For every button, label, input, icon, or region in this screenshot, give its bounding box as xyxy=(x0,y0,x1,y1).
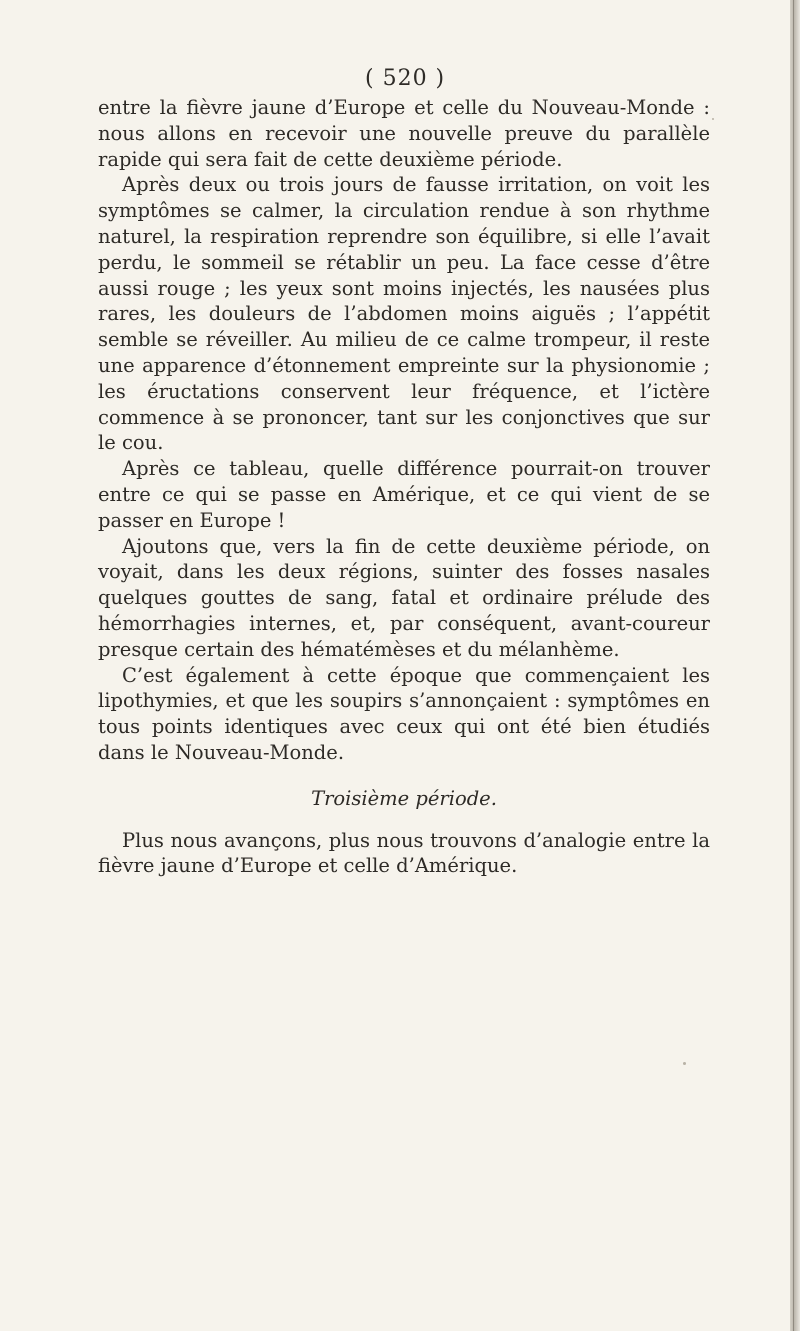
paragraph-continuation: entre la fièvre jaune d’Europe et celle du Nouveau-Monde : nous allons en recevoir une nouvelle preuve du parallèle rapide qui sera fait de cette deuxième période. xyxy=(98,96,710,171)
paragraph-comparison: Après ce tableau, quelle différence pourrait-on trouver entre ce qui se passe en Amérique, et ce qui vient de se passer en Europe ! xyxy=(98,457,710,532)
paragraph-symptoms: Après deux ou trois jours de fausse irritation, on voit les symptômes se calmer, la circulation rendue à son rhythme naturel, la respiration reprendre son équilibre, si elle l’avait perdu, le sommeil se rétablir un peu. La face cesse d’être aussi rouge ; les yeux sont moins injectés, les nausées plus rares, les douleurs de l’abdomen moins aiguës ; l’appétit semble se réveiller. Au milieu de ce calme trompeur, il reste une apparence d’étonnement empreinte sur la physionomie ; les éructations conservent leur fréquence, et l’ictère commence à se prononcer, tant sur les conjonctives que sur le cou. xyxy=(98,173,710,455)
paragraph-hemorrhage: Ajoutons que, vers la fin de cette deuxième période, on voyait, dans les deux régions, suinter des fosses nasales quelques gouttes de sang, fatal et ordinaire prélude des hémorrhagies internes, et, par conséquent, avant-coureur presque certain des hématémèses et du mélanhème. xyxy=(98,534,710,661)
page-edge xyxy=(790,0,800,1331)
paper-speck xyxy=(712,118,714,120)
body-text xyxy=(98,95,710,879)
paragraph-third-period: Plus nous avançons, plus nous trouvons d’analogie entre la fièvre jaune d’Europe et celle d’Amérique. xyxy=(98,828,710,878)
section-heading: Troisième période. xyxy=(311,786,497,810)
page-number: ( 520 ) xyxy=(365,66,446,91)
paragraph-lipothymies: C’est également à cette époque que commençaient les lipothymies, et que les soupirs s’annonçaient : symptômes en tous points identiques avec ceux qui ont été bien étudiés dans le Nouveau-Monde. xyxy=(98,663,710,764)
paper-speck xyxy=(683,1062,686,1065)
